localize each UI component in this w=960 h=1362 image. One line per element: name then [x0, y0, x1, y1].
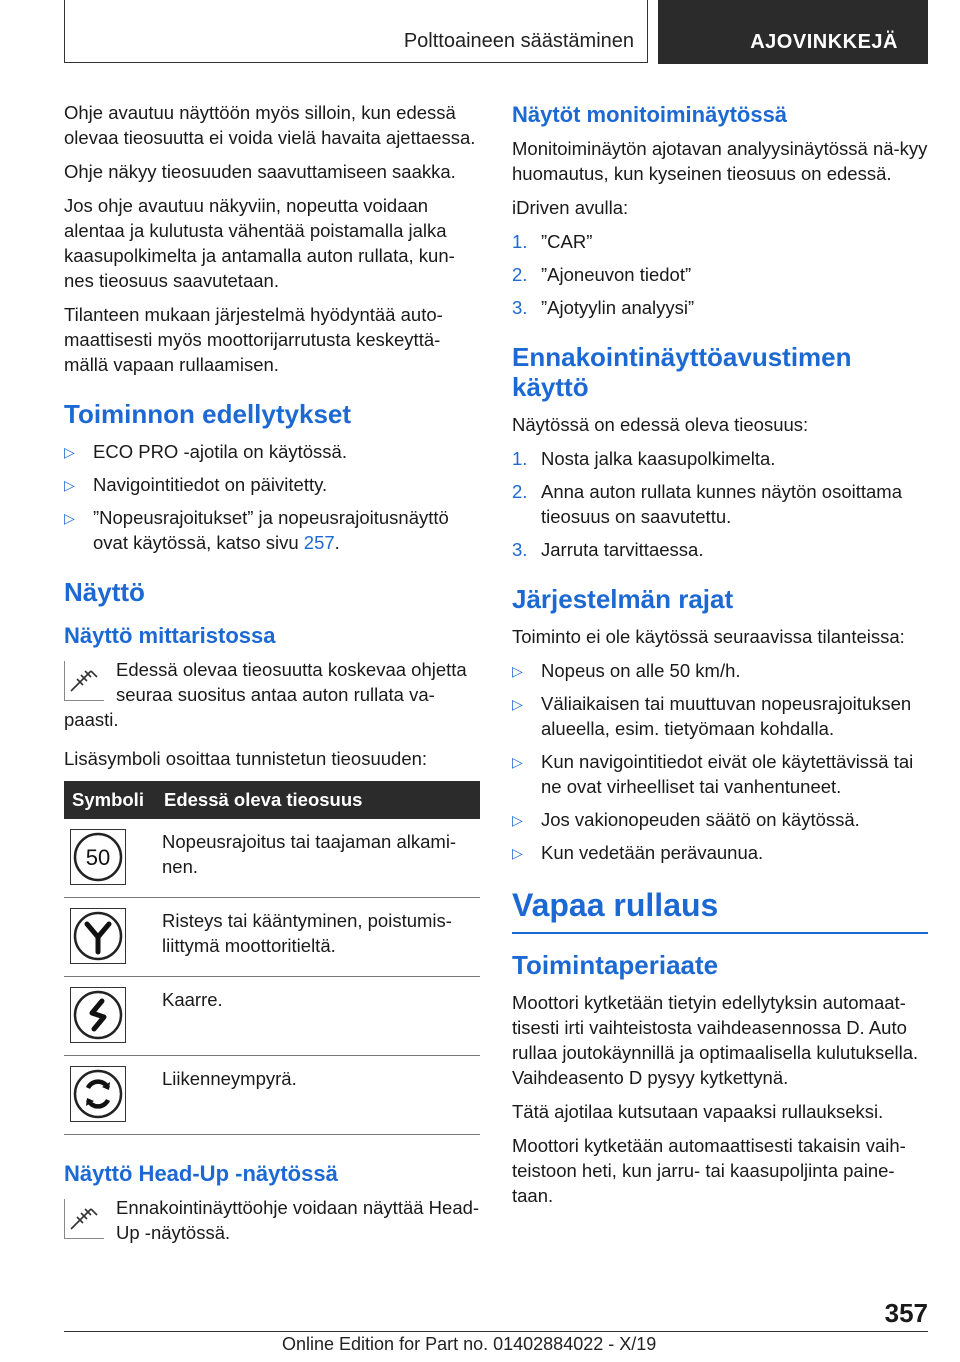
header-chapter-tab [658, 0, 928, 64]
paragraph: Tätä ajotilaa kutsutaan vapaaksi rullaukseksi. [512, 1101, 884, 1122]
left-column [64, 100, 480, 1259]
speed-limit-value: 50 [85, 845, 111, 870]
heading-display: Näyttö [64, 577, 145, 607]
header-chapter-label: AJOVINKKEJÄ [750, 31, 898, 53]
triangle-bullet-icon: ▷ [512, 812, 523, 828]
list-item: ▷ Kun navigointitiedot eivät ole käytettävissä tai ne ovat virheelliset tai vanhentuneet. [512, 751, 914, 797]
page-header [0, 0, 960, 66]
note-icon [64, 1199, 104, 1239]
heading-multi-display: Näytöt monitoiminäytössä [512, 102, 788, 127]
paragraph: Monitoiminäytön ajotavan analyysinäytössä nä-kyy huomautus, kun kyseinen tieosuus on edessä. [512, 138, 928, 184]
list-item: 2. Anna auton rullata kunnes näytön osoittama tieosuus on saavutettu. [512, 481, 902, 527]
idrive-steps [512, 229, 928, 320]
table-row [64, 898, 480, 977]
note-block: Edessä olevaa tieosuutta koskevaa ohjetta seuraa suositus antaa auton rullata va-paasti. [64, 659, 467, 730]
list-item: ▷ Nopeus on alle 50 km/h. [512, 658, 928, 683]
header-section-title: Polttoaineen säästäminen [403, 30, 634, 52]
table-row [64, 819, 480, 898]
heading-cluster-display: Näyttö mittaristossa [64, 623, 276, 648]
paragraph: iDriven avulla: [512, 197, 629, 218]
table-row [64, 1056, 480, 1135]
triangle-bullet-icon: ▷ [64, 477, 75, 493]
table-header-row [64, 781, 480, 819]
list-item: 2. ”Ajoneuvon tiedot” [512, 264, 692, 285]
table-cell: Nopeusrajoitus tai taajaman alkami-nen. [156, 819, 480, 898]
list-item: ▷ Jos vakionopeuden säätö on käytössä. [512, 807, 928, 832]
list-item: ▷ Väliaikaisen tai muuttuvan nopeusrajoituksen alueella, esim. tietyömaan kohdalla. [512, 693, 912, 739]
paragraph: Toiminto ei ole käytössä seuraavissa tilanteissa: [512, 626, 905, 647]
heading-principle: Toimintaperiaate [512, 950, 719, 980]
paragraph: Näytössä on edessä oleva tieosuus: [512, 414, 809, 435]
paragraph: Tilanteen mukaan järjestelmä hyödyntää auto-maattisesti myös moottorijarrutusta keskeyttä-mällä vapaan rullaamisen. [64, 304, 443, 375]
table-cell: Kaarre. [156, 977, 480, 1056]
table-cell: Risteys tai kääntyminen, poistumis-liittymä moottoritieltä. [156, 898, 480, 977]
triangle-bullet-icon: ▷ [512, 696, 523, 712]
requirements-list [64, 439, 480, 555]
list-item: ▷ Navigointitiedot on päivitetty. [64, 472, 480, 497]
triangle-bullet-icon: ▷ [64, 444, 75, 460]
triangle-bullet-icon: ▷ [64, 510, 75, 526]
footer-edition: Online Edition for Part no. 01402884022 - X/19 [282, 1334, 657, 1354]
list-item: 3. Jarruta tarvittaessa. [512, 539, 704, 560]
heading-assistant-use: Ennakointinäyttöavustimen käyttö [512, 342, 852, 402]
list-item: ▷ Kun vedetään perävaunua. [512, 840, 928, 865]
table-header: Symboli [64, 781, 156, 819]
list-item: 1. Nosta jalka kaasupolkimelta. [512, 448, 776, 469]
heading-hud-display: Näyttö Head-Up -näytössä [64, 1161, 338, 1186]
list-item: ▷ ”Nopeusrajoitukset” ja nopeusrajoitusnäyttö ovat käytössä, katso sivu 257. [64, 507, 449, 553]
triangle-bullet-icon: ▷ [512, 845, 523, 861]
paragraph: Lisäsymboli osoittaa tunnistetun tieosuuden: [64, 748, 428, 769]
junction-sign-icon [70, 908, 126, 964]
right-column [512, 100, 928, 1217]
heading-system-limits: Järjestelmän rajat [512, 584, 734, 614]
list-item: ▷ ECO PRO -ajotila on käytössä. [64, 439, 480, 464]
use-steps [512, 446, 928, 562]
paragraph: Moottori kytketään automaattisesti takaisin vaih-teistoon heti, kun jarru- tai kaasupoljinta paine-taan. [512, 1135, 906, 1206]
heading-requirements: Toiminnon edellytykset [64, 399, 352, 429]
paragraph: Ohje avautuu näyttöön myös silloin, kun edessä olevaa tieosuutta ei voida vielä havaita ajettaessa. [64, 102, 476, 148]
table-row [64, 977, 480, 1056]
table-cell: Liikenneympyrä. [156, 1056, 480, 1135]
page-number: 357 [884, 1298, 928, 1328]
speed-limit-sign-icon [70, 829, 126, 885]
paragraph: Moottori kytketään tietyin edellytyksin automaat-tisesti irti vaihteistosta vaihdeasennossa D. Auto rullaa joutokäynnillä ja optimaalisella kulutuksella. Vaihdeasento D pysyy kytkettynä. [512, 992, 919, 1088]
triangle-bullet-icon: ▷ [512, 754, 523, 770]
page-link[interactable]: 257 [303, 532, 335, 553]
note-block: Ennakointinäyttöohje voidaan näyttää Head-Up -näytössä. [64, 1195, 480, 1245]
list-item: 3. ”Ajotyylin analyysi” [512, 297, 695, 318]
list-item: 1. ”CAR” [512, 231, 593, 252]
roundabout-sign-icon [70, 1066, 126, 1122]
limits-list [512, 658, 928, 865]
paragraph: Jos ohje avautuu näkyviin, nopeutta voidaan alentaa ja kulutusta vähentää poistamalla jalka kaasupolkimelta ja antamalla auton rullata, kun-nes tieosuus saavutetaan. [64, 195, 455, 291]
footer-divider [64, 1331, 928, 1332]
heading-coasting: Vapaa rullaus [512, 887, 928, 934]
paragraph: Ohje näkyy tieosuuden saavuttamiseen saakka. [64, 161, 456, 182]
curve-sign-icon [70, 987, 126, 1043]
table-header: Edessä oleva tieosuus [156, 781, 480, 819]
triangle-bullet-icon: ▷ [512, 663, 523, 679]
note-icon [64, 661, 104, 701]
symbol-table [64, 781, 480, 1135]
